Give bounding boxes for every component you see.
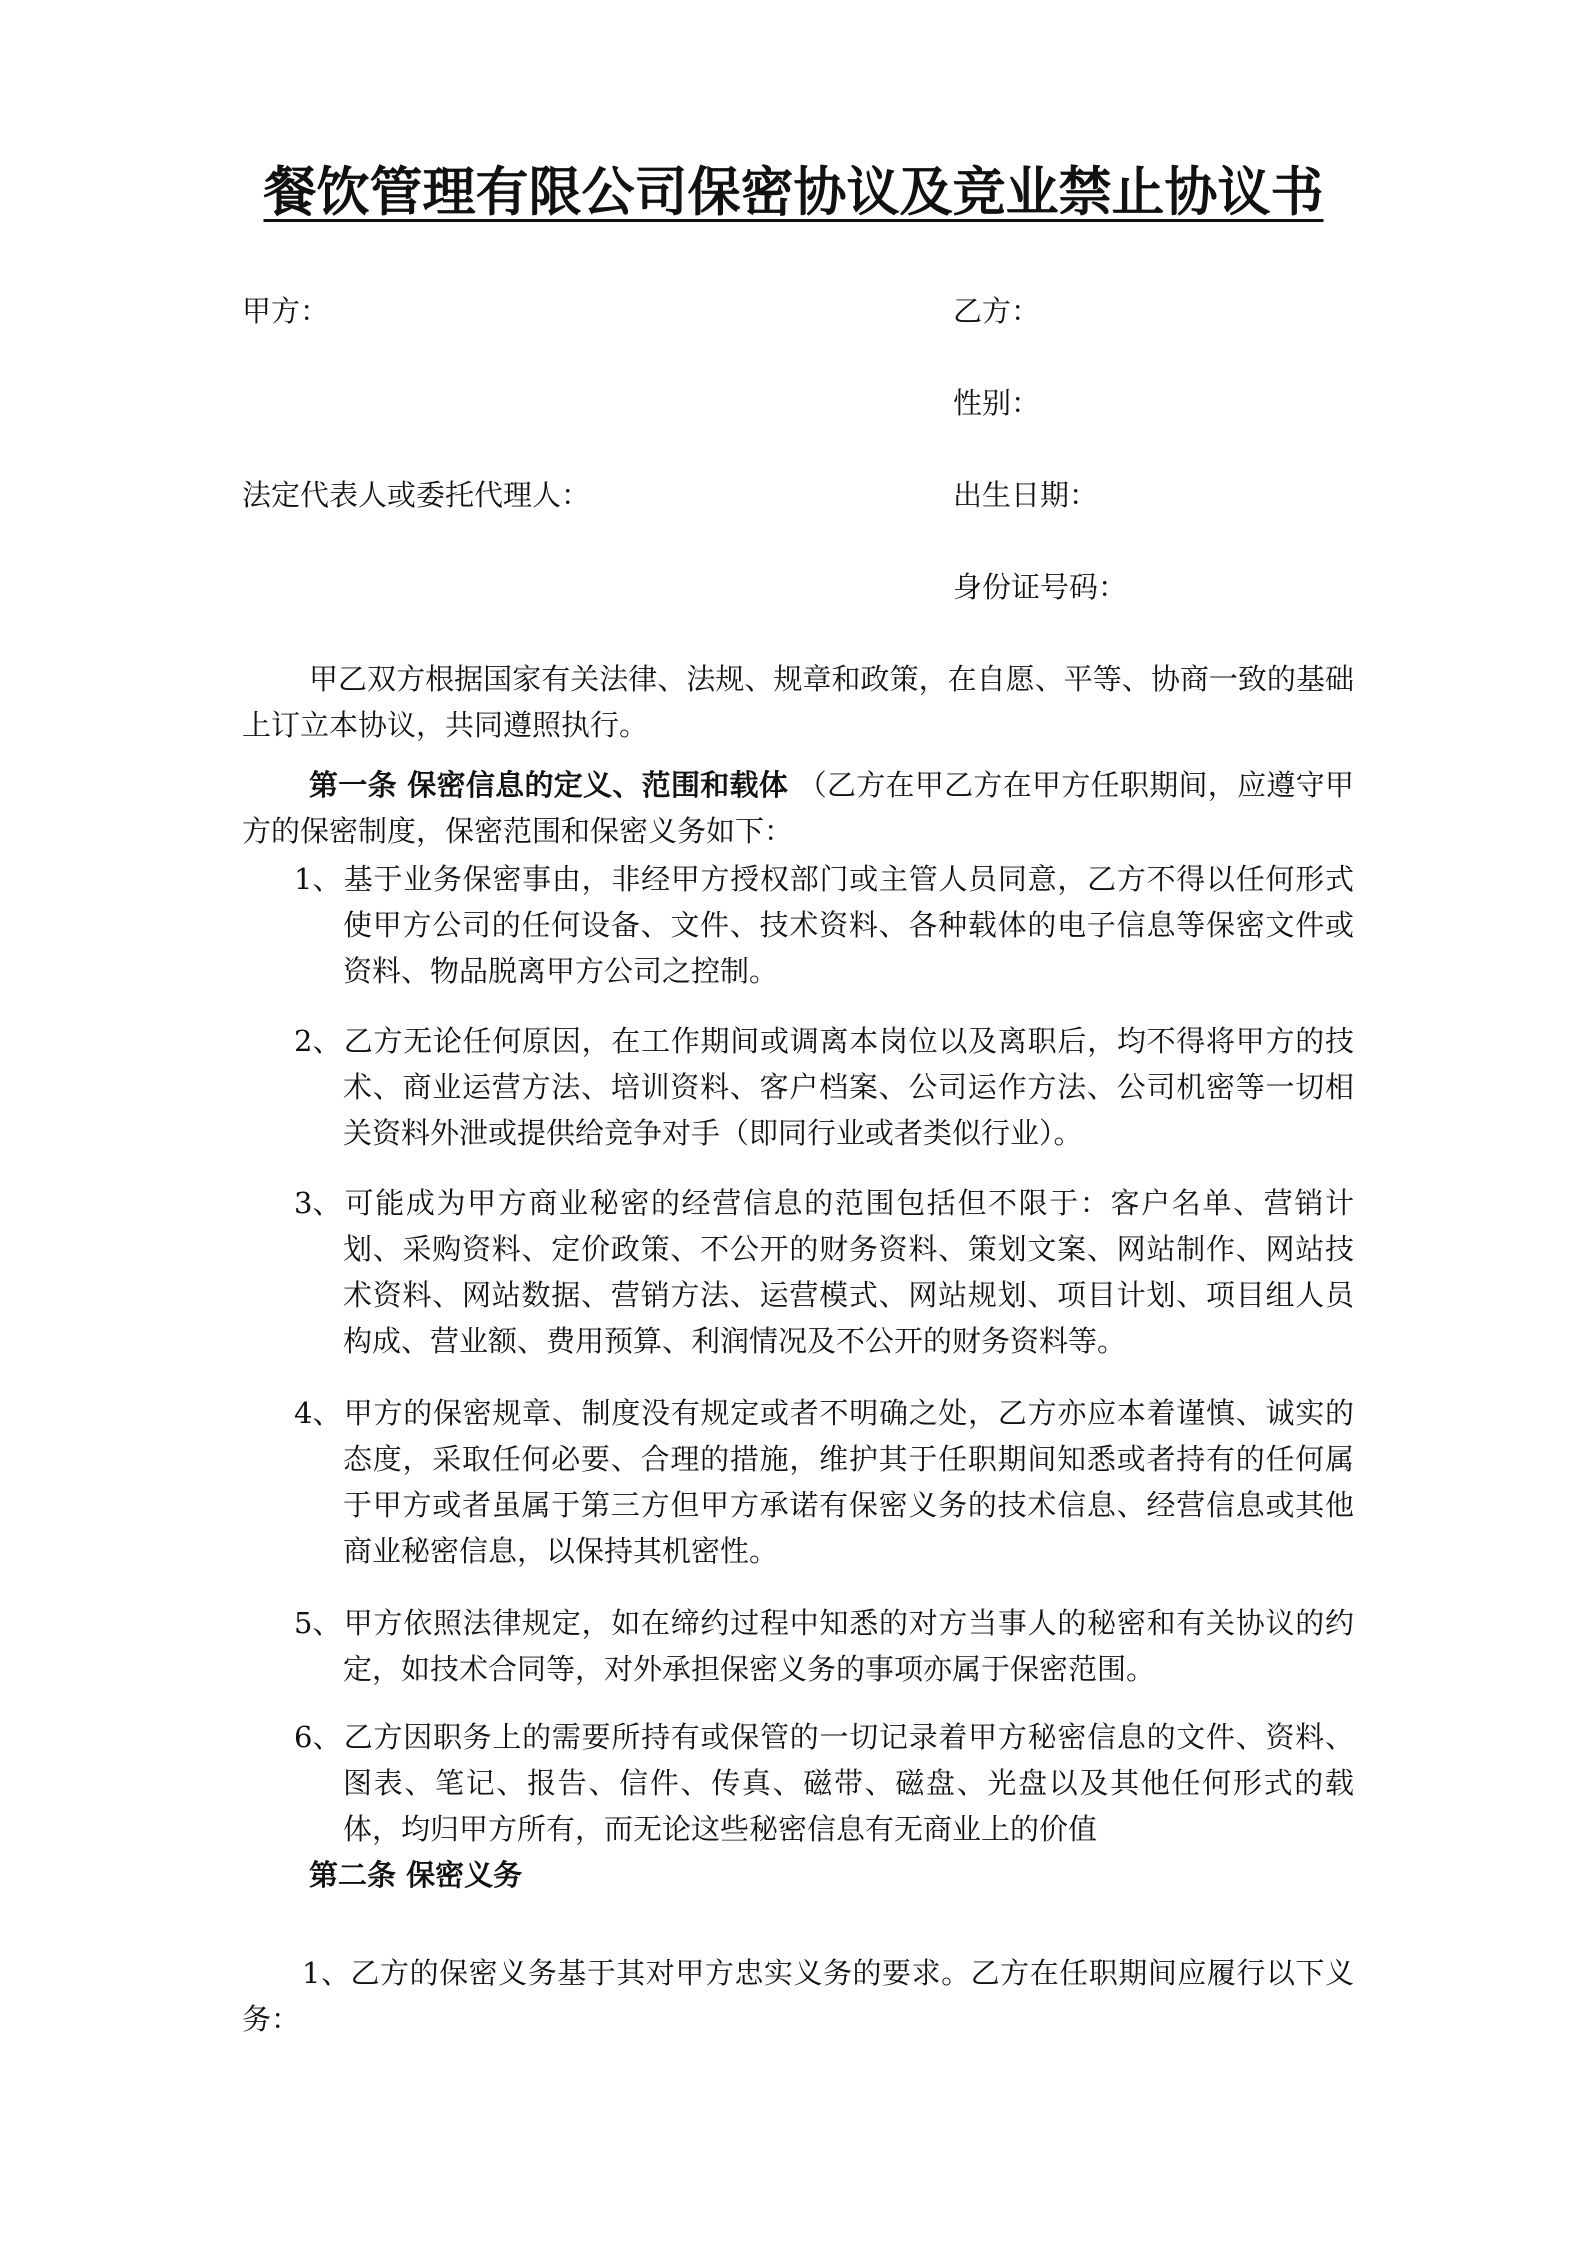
article-1-heading: 第一条 保密信息的定义、范围和载体 [309, 768, 789, 802]
article-1-item [294, 1714, 1354, 1852]
item-number: 4、 [294, 1396, 342, 1430]
item-number: 5、 [294, 1606, 342, 1640]
item-text: 基于业务保密事由，非经甲方授权部门或主管人员同意，乙方不得以任何形式使甲方公司的任何设备、文件、技术资料、各种载体的电子信息等保密文件或资料、物品脱离甲方公司之控制。 [343, 862, 1354, 988]
item-text: 可能成为甲方商业秘密的经营信息的范围包括但不限于：客户名单、营销计划、采购资料、定价政策、不公开的财务资料、策划文案、网站制作、网站技术资料、网站数据、营销方法、运营模式、网站规划、项目计划、项目组人员构成、营业额、费用预算、利润情况及不公开的财务资料等。 [343, 1186, 1354, 1358]
party-a-label: 甲方： [242, 294, 330, 328]
item-text: 乙方因职务上的需要所持有或保管的一切记录着甲方秘密信息的文件、资料、图表、笔记、报告、信件、传真、磁带、磁盘、光盘以及其他任何形式的载体，均归甲方所有，而无论这些秘密信息有无商业上的价值 [343, 1720, 1354, 1846]
article-1-intro: （乙方在甲乙方在甲方任职期间，应遵守甲方的保密制度，保密范围和保密义务如下： [242, 768, 1354, 848]
article-2-heading: 第二条 保密义务 [309, 1858, 523, 1892]
gender-label: 性别： [953, 386, 1041, 420]
article-1-item [294, 856, 1354, 994]
item-text: 乙方无论任何原因，在工作期间或调离本岗位以及离职后，均不得将甲方的技术、商业运营方法、培训资料、客户档案、公司运作方法、公司机密等一切相关资料外泄或提供给竞争对手（即同行业或者类似行业）。 [343, 1024, 1354, 1150]
item-number: 2、 [294, 1024, 342, 1058]
article-1-paragraph [242, 762, 1354, 854]
document-title: 餐饮管理有限公司保密协议及竞业禁止协议书 [263, 161, 1324, 223]
representative-label: 法定代表人或委托代理人： [242, 478, 591, 512]
item-number: 6、 [294, 1720, 342, 1754]
item-text: 甲方依照法律规定，如在缔约过程中知悉的对方当事人的秘密和有关协议的约定，如技术合同等，对外承担保密义务的事项亦属于保密范围。 [343, 1606, 1354, 1686]
id-number-label: 身份证号码： [953, 570, 1128, 604]
article-1-item [294, 1600, 1354, 1692]
item-number: 1、 [294, 862, 342, 896]
preamble-paragraph: 甲乙双方根据国家有关法律、法规、规章和政策，在自愿、平等、协商一致的基础上订立本协议，共同遵照执行。 [242, 662, 1354, 742]
article-1-item [294, 1390, 1354, 1574]
birthdate-label: 出生日期： [953, 478, 1099, 512]
item-number: 3、 [294, 1186, 342, 1220]
item-text: 甲方的保密规章、制度没有规定或者不明确之处，乙方亦应本着谨慎、诚实的态度，采取任何必要、合理的措施，维护其于任职期间知悉或者持有的任何属于甲方或者虽属于第三方但甲方承诺有保密义务的技术信息、经营信息或其他商业秘密信息，以保持其机密性。 [343, 1396, 1354, 1568]
party-b-label: 乙方： [953, 294, 1041, 328]
article-1-item [294, 1180, 1354, 1364]
article-2-clause-1: 1、乙方的保密义务基于其对甲方忠实义务的要求。乙方在任职期间应履行以下义务： [242, 1956, 1354, 2036]
article-1-item [294, 1018, 1354, 1156]
